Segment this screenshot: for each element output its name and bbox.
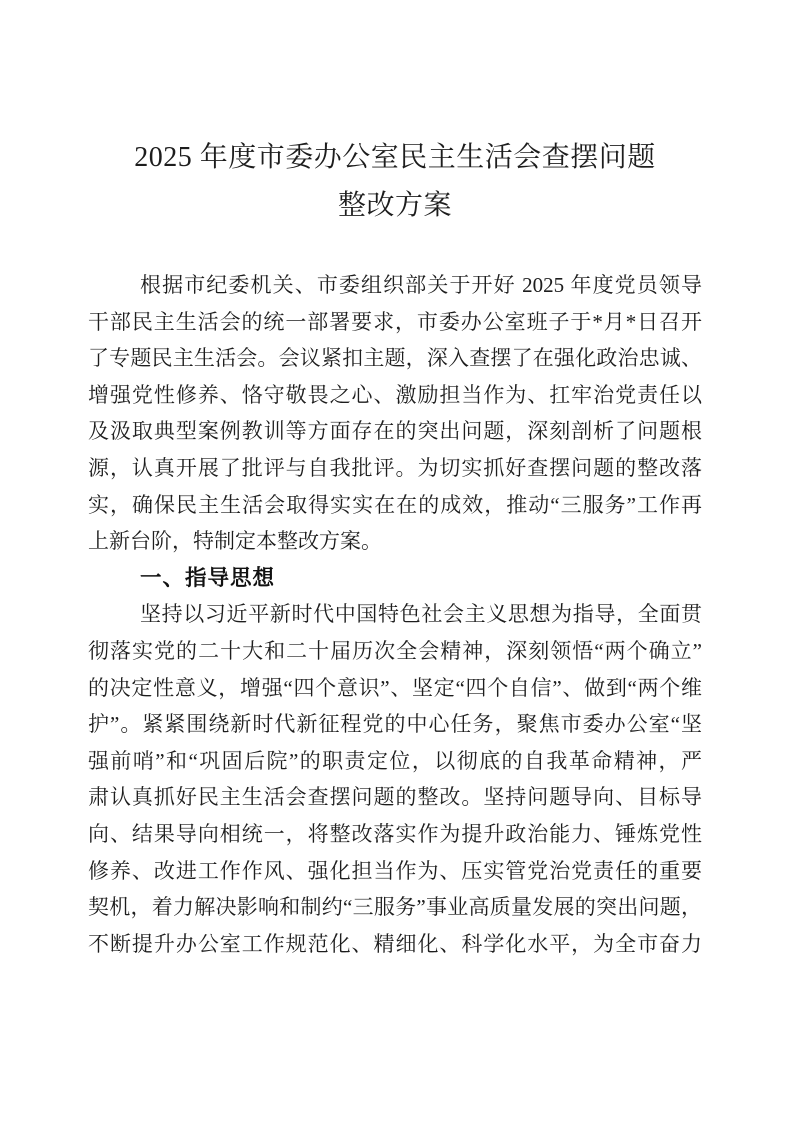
title-line: 整改方案 <box>337 190 452 221</box>
paragraph-line: 向、结果导向相统一，将整改落实作为提升政治能力、锤炼党性 <box>88 821 702 846</box>
document-body <box>88 267 702 962</box>
paragraph-line: 肃认真抓好民主生活会查摆问题的整改。坚持问题导向、目标导 <box>88 785 702 810</box>
paragraph-line: 护”。紧紧围绕新时代新征程党的中心任务，聚焦市委办公室“坚 <box>88 712 702 737</box>
paragraph-line: 上新台阶，特制定本整改方案。 <box>88 529 382 554</box>
paragraph-line: 坚持以习近平新时代中国特色社会主义思想为指导，全面贯 <box>140 602 702 627</box>
paragraph-line: 源，认真开展了批评与自我批评。为切实抓好查摆问题的整改落 <box>88 455 702 480</box>
paragraph-line: 不断提升办公室工作规范化、精细化、科学化水平，为全市奋力 <box>88 931 702 956</box>
paragraph-line: 强前哨”和“巩固后院”的职责定位，以彻底的自我革命精神，严 <box>88 748 702 773</box>
paragraph-line: 契机，着力解决影响和制约“三服务”事业高质量发展的突出问题， <box>88 895 702 920</box>
paragraph-line: 彻落实党的二十大和二十届历次全会精神，深刻领悟“两个确立” <box>88 638 702 663</box>
document-title <box>88 134 702 230</box>
paragraph-line: 增强党性修养、恪守敬畏之心、激励担当作为、扛牢治党责任以 <box>88 382 702 407</box>
paragraph-line: 实，确保民主生活会取得实实在在的成效，推动“三服务”工作再 <box>88 492 702 517</box>
paragraph-line: 根据市纪委机关、市委组织部关于开好 2025 年度党员领导 <box>140 273 702 297</box>
paragraph-line: 干部民主生活会的统一部署要求，市委办公室班子于*月*日召开 <box>88 309 702 334</box>
paragraph-line: 及汲取典型案例教训等方面存在的突出问题，深刻剖析了问题根 <box>88 419 702 444</box>
title-line: 2025 年度市委办公室民主生活会查摆问题 <box>134 142 656 173</box>
paragraph-line: 修养、改进工作作风、强化担当作为、压实管党治党责任的重要 <box>88 858 702 883</box>
paragraph-line: 的决定性意义，增强“四个意识”、坚定“四个自信”、做到“两个维 <box>88 675 702 700</box>
section-heading: 一、指导思想 <box>140 565 276 590</box>
paragraph-line: 了专题民主生活会。会议紧扣主题，深入查摆了在强化政治忠诚、 <box>88 346 702 371</box>
